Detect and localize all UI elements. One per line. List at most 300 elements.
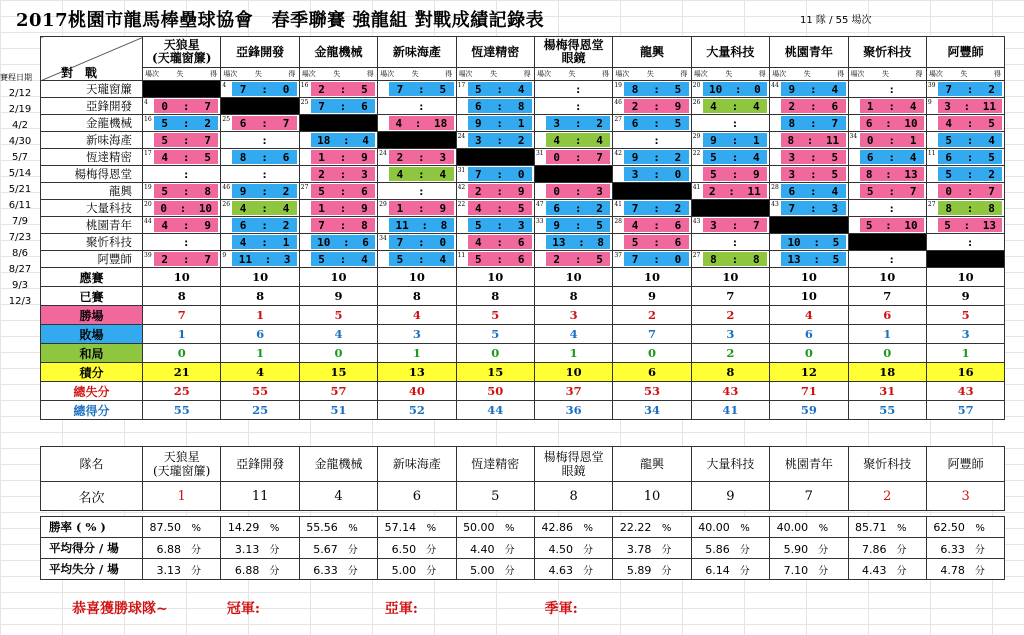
score-sep: : <box>806 133 814 147</box>
percentage-table <box>40 516 1005 580</box>
score-scored: 10 <box>198 201 213 215</box>
score-box <box>938 99 1002 113</box>
match-cell <box>299 81 377 98</box>
score-box <box>468 116 532 130</box>
innings-number <box>300 234 311 250</box>
rank-value: 2 <box>848 482 926 511</box>
pct-value: 14.29 <box>227 521 260 534</box>
match-cell <box>143 166 221 183</box>
score-scored: 4 <box>909 150 917 164</box>
score-sep: : <box>339 184 347 198</box>
score-lost: 13 <box>787 252 801 266</box>
match-result <box>849 200 926 216</box>
innings-number <box>378 81 389 97</box>
rank-value: 10 <box>613 482 691 511</box>
stat-value: 6 <box>770 325 848 344</box>
match-cell <box>848 251 926 268</box>
innings-number <box>457 217 468 233</box>
rank-value: 7 <box>770 482 848 511</box>
stat-value: 7 <box>848 287 926 306</box>
innings-label: 場次 <box>380 70 395 78</box>
team-header: 阿豐師 <box>926 37 1004 68</box>
stat-value: 15 <box>456 363 534 382</box>
stat-value: 5 <box>456 325 534 344</box>
stat-value: 4 <box>378 306 456 325</box>
pct-cell <box>378 538 456 559</box>
match-cell <box>926 166 1004 183</box>
pct-cell <box>770 517 848 538</box>
score-sep: : <box>339 82 347 96</box>
score-box <box>624 218 688 232</box>
pct-label: 平均得分 / 場 <box>41 538 143 559</box>
match-result <box>221 81 298 97</box>
score-lost: 3 <box>788 167 796 181</box>
scored-label: 得 <box>993 70 1001 78</box>
score-scored: 2 <box>204 116 211 130</box>
rank-value: 1 <box>143 482 221 511</box>
stat-label: 敗場 <box>41 325 143 344</box>
match-cell <box>456 200 534 217</box>
stat-value: 6 <box>613 363 691 382</box>
score-sep: : <box>809 82 817 96</box>
score-scored: 8 <box>753 252 760 266</box>
match-cell <box>613 132 691 149</box>
score-lost: 3 <box>710 218 717 232</box>
score-lost: 18 <box>317 133 331 147</box>
innings-number <box>927 183 938 199</box>
score-scored: 7 <box>204 99 211 113</box>
match-cell <box>691 81 769 98</box>
match-result <box>457 251 534 267</box>
innings-number: 29 <box>379 201 387 208</box>
self-match-cell <box>378 132 456 149</box>
score-box <box>389 218 453 232</box>
score-scored: 2 <box>596 116 603 130</box>
innings-number <box>300 200 311 216</box>
score-box <box>232 184 296 198</box>
match-result <box>535 217 612 233</box>
score-box <box>468 218 532 232</box>
score-lost: 5 <box>161 184 169 198</box>
stat-label: 總失分 <box>41 382 143 401</box>
match-result <box>221 234 298 250</box>
innings-number: 39 <box>927 82 936 89</box>
pct-unit: % <box>269 523 280 534</box>
innings-number: 29 <box>692 133 701 140</box>
match-result <box>378 217 455 233</box>
match-result <box>221 183 298 199</box>
score-box <box>781 99 845 113</box>
score-sep: : <box>182 150 190 164</box>
score-scored: 5 <box>596 218 603 232</box>
score-lost: 3 <box>631 167 639 181</box>
innings-number: 9 <box>222 252 227 259</box>
match-cell <box>848 115 926 132</box>
score-scored: 0 <box>282 82 290 96</box>
match-cell <box>926 217 1004 234</box>
pct-unit: % <box>348 523 358 534</box>
pct-value: 6.33 <box>940 542 965 556</box>
stat-value: 1 <box>848 325 926 344</box>
matrix-row <box>41 234 1005 251</box>
score-lost: 5 <box>318 252 325 266</box>
score-scored: 3 <box>361 167 368 181</box>
sub-header <box>299 68 377 81</box>
score-box <box>311 235 375 249</box>
score-scored: 13 <box>982 218 996 232</box>
match-cell <box>456 115 534 132</box>
innings-number <box>692 234 703 250</box>
score-lost: 5 <box>161 133 169 147</box>
innings-number <box>535 132 546 148</box>
score-lost: 4 <box>945 116 952 130</box>
rank-label: 名次 <box>41 482 143 511</box>
score-scored: 9 <box>674 99 682 113</box>
sub-header <box>534 68 612 81</box>
score-box <box>860 116 924 130</box>
match-cell <box>456 251 534 268</box>
match-result <box>300 234 377 250</box>
score-lost: 5 <box>945 167 952 181</box>
stat-value: 0 <box>299 344 377 363</box>
innings-number: 43 <box>771 201 779 208</box>
row-team-label: 新味海產 <box>41 132 143 149</box>
match-result <box>143 166 220 182</box>
match-result <box>613 98 690 114</box>
score-lost: 1 <box>866 99 874 113</box>
score-box <box>624 252 688 266</box>
innings-number <box>613 234 624 250</box>
match-cell <box>691 115 769 132</box>
schedule-date: 9/3 <box>11 280 29 291</box>
score-lost: 0 <box>553 184 560 198</box>
score-lost: 8 <box>239 150 247 164</box>
score-lost: 10 <box>787 235 801 249</box>
rank-team-name: 天狼星 (天瓏窗簾) <box>143 447 221 482</box>
pct-unit: 分 <box>269 544 280 556</box>
score-sep: : <box>966 150 974 164</box>
score-lost: 1 <box>318 201 325 215</box>
stat-value: 10 <box>534 268 612 287</box>
score-sep: : <box>261 133 268 147</box>
score-box <box>703 235 767 249</box>
score-sep: : <box>728 184 735 198</box>
score-sep: : <box>261 82 268 96</box>
pct-unit: 分 <box>582 565 593 577</box>
innings-number: 44 <box>144 218 152 225</box>
pct-value: 55.56 <box>306 521 338 534</box>
match-result <box>849 115 926 131</box>
stat-value: 10 <box>848 268 926 287</box>
match-result <box>378 166 455 182</box>
stat-value: 8 <box>221 287 299 306</box>
stat-value: 0 <box>456 344 534 363</box>
scored-label: 得 <box>758 70 766 78</box>
score-scored: 0 <box>674 167 682 181</box>
pct-value: 6.88 <box>156 542 181 556</box>
score-box <box>938 150 1002 164</box>
score-sep: : <box>574 116 582 130</box>
row-team-label: 恆達精密 <box>41 149 143 166</box>
match-cell <box>926 200 1004 217</box>
match-result <box>770 81 847 97</box>
score-box <box>389 116 453 130</box>
pct-cell <box>770 559 848 580</box>
innings-number <box>849 200 860 216</box>
team-header: 恆達精密 <box>456 37 534 68</box>
score-sep: : <box>418 167 425 181</box>
score-scored: 5 <box>517 201 525 215</box>
score-scored: 7 <box>596 150 603 164</box>
score-scored: 6 <box>361 99 368 113</box>
match-cell <box>691 251 769 268</box>
stat-value: 10 <box>378 268 456 287</box>
score-box <box>938 184 1002 198</box>
score-sep: : <box>966 235 974 249</box>
lost-label: 失 <box>725 70 733 78</box>
innings-number <box>221 166 232 182</box>
match-result <box>378 251 455 267</box>
pct-cell <box>691 559 769 580</box>
pct-value: 6.50 <box>391 542 417 556</box>
innings-number <box>770 115 781 131</box>
score-scored: 5 <box>832 235 840 249</box>
rank-team-name: 大量科技 <box>691 447 769 482</box>
match-result <box>535 183 612 199</box>
team-header: 亞鋒開發 <box>221 37 299 68</box>
score-sep: : <box>418 184 425 198</box>
match-cell <box>926 183 1004 200</box>
lost-label: 失 <box>490 70 498 78</box>
stat-value: 3 <box>926 325 1004 344</box>
stat-value: 50 <box>456 382 534 401</box>
match-cell <box>378 166 456 183</box>
match-cell <box>378 200 456 217</box>
innings-label: 場次 <box>458 70 473 78</box>
score-sep: : <box>496 167 504 181</box>
score-sep: : <box>574 252 582 266</box>
lost-label: 失 <box>646 70 654 78</box>
match-result <box>770 132 847 148</box>
pct-value: 3.78 <box>626 542 652 556</box>
self-match-cell <box>456 149 534 166</box>
score-scored: 6 <box>831 99 839 113</box>
stat-value: 3 <box>534 306 612 325</box>
match-result <box>535 115 612 131</box>
innings-number <box>457 98 468 114</box>
rank-value: 6 <box>378 482 456 511</box>
score-box <box>860 133 924 147</box>
innings-number: 27 <box>927 201 936 208</box>
score-lost: 6 <box>553 201 560 215</box>
match-cell <box>691 166 769 183</box>
score-sep: : <box>653 252 660 266</box>
stat-value: 7 <box>613 325 691 344</box>
score-scored: 6 <box>674 218 682 232</box>
match-cell <box>456 234 534 251</box>
score-scored: 3 <box>831 201 839 215</box>
score-box <box>546 184 610 198</box>
match-cell <box>456 98 534 115</box>
match-result <box>692 251 769 267</box>
score-scored: 5 <box>361 82 368 96</box>
match-result <box>535 251 612 267</box>
score-box <box>938 116 1002 130</box>
pct-cell <box>534 517 612 538</box>
match-result <box>457 234 534 250</box>
score-box <box>389 184 453 198</box>
pct-value: 57.14 <box>384 521 417 534</box>
pct-cell <box>848 559 926 580</box>
score-scored: 7 <box>831 116 839 130</box>
score-box <box>624 116 688 130</box>
innings-number: 37 <box>614 252 622 259</box>
match-result <box>143 234 220 250</box>
match-cell <box>143 217 221 234</box>
score-box <box>232 201 296 215</box>
match-result <box>143 132 220 148</box>
innings-number: 9 <box>927 99 932 106</box>
stat-value: 10 <box>770 287 848 306</box>
stat-label: 和局 <box>41 344 143 363</box>
pct-value: 6.33 <box>313 563 338 577</box>
match-cell <box>143 115 221 132</box>
score-box <box>703 99 767 113</box>
score-sep: : <box>653 133 660 147</box>
score-scored: 5 <box>988 116 995 130</box>
score-sep: : <box>264 252 272 266</box>
congrats-text: 恭喜獲勝球隊~ <box>72 601 168 617</box>
innings-number <box>378 251 389 267</box>
score-lost: 5 <box>161 116 169 130</box>
score-lost: 2 <box>553 252 560 266</box>
pct-cell <box>848 517 926 538</box>
match-cell <box>691 132 769 149</box>
match-cell <box>378 98 456 115</box>
stat-value: 41 <box>691 401 769 420</box>
schedule-date: 5/7 <box>11 152 29 163</box>
match-result <box>378 98 455 114</box>
score-sep: : <box>182 116 190 130</box>
score-sep: : <box>809 201 817 215</box>
rank-value: 9 <box>691 482 769 511</box>
match-result <box>692 115 769 131</box>
scored-label: 得 <box>288 70 296 78</box>
score-sep: : <box>653 201 660 215</box>
stat-value: 10 <box>456 268 534 287</box>
pct-value: 5.86 <box>705 542 730 556</box>
stat-value: 7 <box>691 287 769 306</box>
innings-number <box>849 183 860 199</box>
score-box <box>860 167 924 181</box>
innings-number <box>927 115 938 131</box>
score-lost: 6 <box>945 150 952 164</box>
pct-unit: 分 <box>504 544 515 556</box>
score-sep: : <box>496 252 504 266</box>
score-scored: 13 <box>904 167 918 181</box>
match-result <box>692 183 769 199</box>
pct-unit: 分 <box>818 544 829 556</box>
match-cell <box>691 217 769 234</box>
score-sep: : <box>261 116 268 130</box>
pct-unit: 分 <box>191 565 201 577</box>
stat-value: 0 <box>848 344 926 363</box>
scored-label: 得 <box>601 70 609 78</box>
score-scored: 2 <box>596 201 603 215</box>
score-box <box>703 82 767 96</box>
match-cell <box>143 132 221 149</box>
innings-number <box>770 234 781 250</box>
match-cell <box>691 234 769 251</box>
lost-label: 失 <box>176 70 184 78</box>
pct-value: 4.43 <box>862 563 887 577</box>
stat-value: 10 <box>221 268 299 287</box>
score-lost: 0 <box>553 150 560 164</box>
matrix-row <box>41 81 1005 98</box>
match-result <box>221 251 298 267</box>
pct-value: 42.86 <box>541 521 573 534</box>
innings-label: 場次 <box>145 70 159 78</box>
matrix-row <box>41 251 1005 268</box>
stat-value: 10 <box>299 268 377 287</box>
score-lost: 6 <box>866 150 874 164</box>
pct-cell <box>613 517 691 538</box>
stat-row-total <box>41 268 1005 287</box>
stat-value: 10 <box>143 268 221 287</box>
stat-value: 52 <box>378 401 456 420</box>
match-cell <box>143 234 221 251</box>
score-scored: 4 <box>439 167 447 181</box>
innings-number <box>927 217 938 233</box>
score-box <box>703 184 767 198</box>
match-result <box>770 98 847 114</box>
match-cell <box>770 234 848 251</box>
stat-value: 21 <box>143 363 221 382</box>
match-result <box>692 217 769 233</box>
match-cell <box>534 115 612 132</box>
match-result <box>692 234 769 250</box>
match-cell <box>221 200 299 217</box>
lost-label: 失 <box>803 70 811 78</box>
innings-number: 20 <box>692 82 701 89</box>
score-box <box>311 150 375 164</box>
match-cell <box>378 251 456 268</box>
pct-unit: % <box>740 523 750 534</box>
pct-cell <box>456 517 534 538</box>
score-box <box>860 99 924 113</box>
score-lost: 3 <box>474 133 482 147</box>
pct-label: 平均失分 / 場 <box>41 559 143 580</box>
score-sep: : <box>963 99 971 113</box>
score-lost: 2 <box>631 99 639 113</box>
score-scored: 7 <box>909 184 917 198</box>
match-result <box>221 217 298 233</box>
date-column <box>0 86 40 310</box>
match-cell <box>221 217 299 234</box>
pct-unit: 分 <box>974 565 985 577</box>
match-cell <box>534 217 612 234</box>
stat-value: 40 <box>378 382 456 401</box>
pct-value: 5.00 <box>470 563 495 577</box>
score-lost: 5 <box>710 167 717 181</box>
score-lost: 5 <box>474 82 482 96</box>
sub-header <box>378 68 456 81</box>
match-result <box>143 115 220 131</box>
innings-number <box>770 98 781 114</box>
stat-value: 55 <box>221 382 299 401</box>
scored-label: 得 <box>210 70 217 78</box>
innings-number: 31 <box>457 167 466 174</box>
